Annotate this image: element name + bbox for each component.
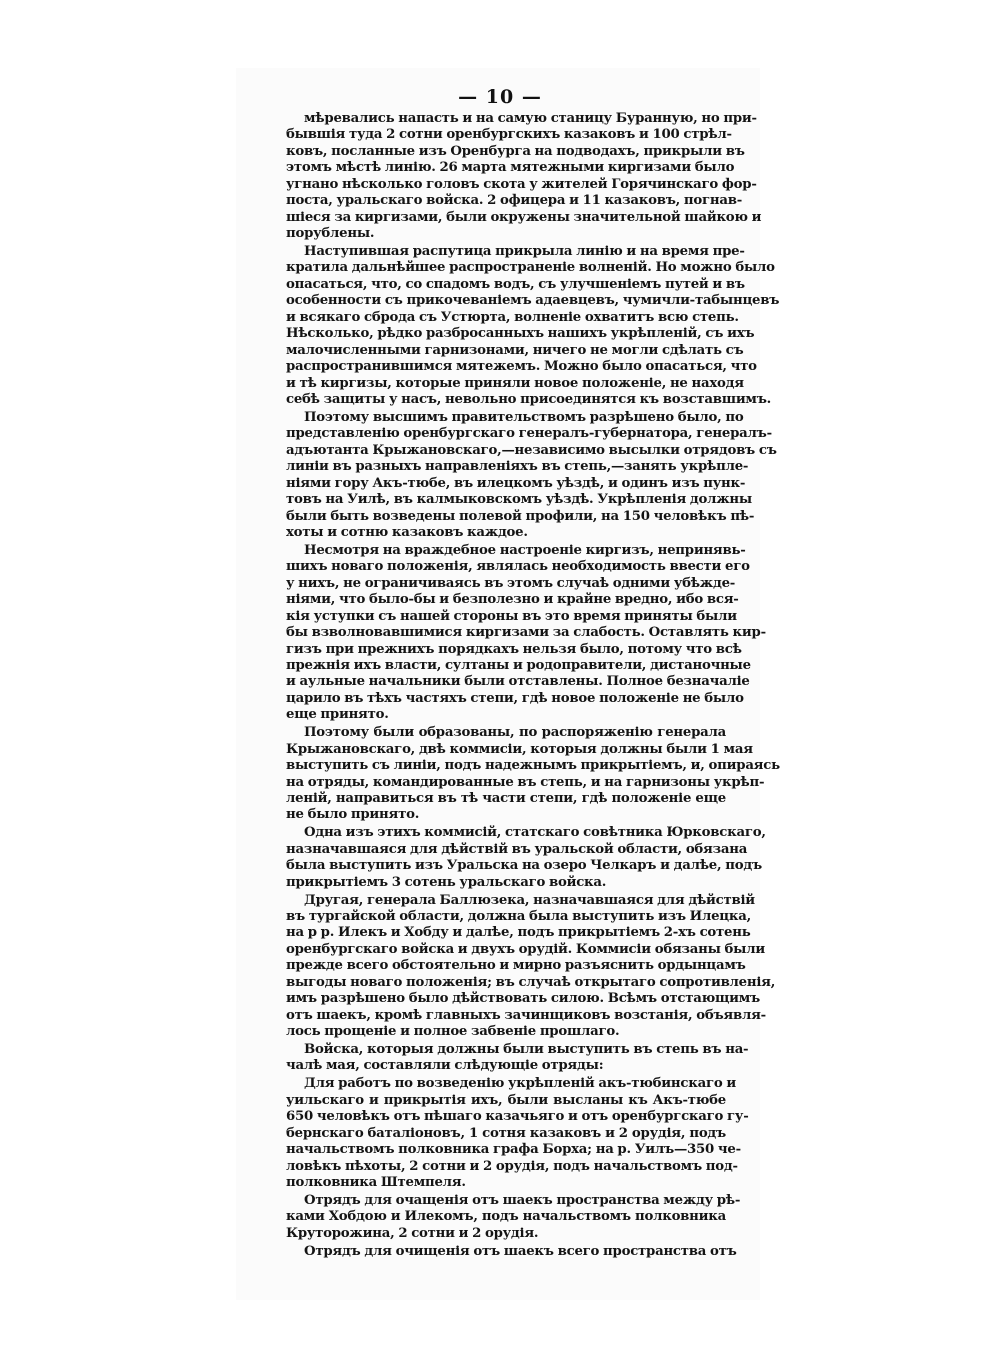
text-line: кія уступки съ нашей стороны въ это время приняты были [286, 608, 737, 624]
text-line: поста, уральскаго войска. 2 офицера и 11 казаковъ, погнав- [286, 193, 743, 209]
text-line: ніями гору Акъ-тюбе, въ илецкомъ уѣздѣ, и одинъ изъ пунк- [286, 475, 746, 491]
paragraph [286, 1042, 749, 1075]
text-line: и всякаго сброда съ Устюрта, волненіе охватитъ всю степь. [286, 309, 739, 325]
text-line: у нихъ, не ограничиваясь въ этомъ случаѣ одними убѣжде- [286, 575, 736, 591]
text-line: Другая, генерала Баллюзека, назначавшаяся для дѣйствій [304, 892, 755, 908]
text-line: назначавшаяся для дѣйствій въ уральской области, обязана [286, 841, 748, 857]
text-line: ками Хобдою и Илекомъ, подъ начальствомъ полковника [286, 1209, 726, 1225]
text-line: выступить съ линіи, подъ надежнымъ прикрытіемъ, и, опираясь [286, 758, 780, 774]
text-line: ніями, что было-бы и безполезно и крайне вредно, ибо вся- [286, 592, 739, 608]
text-line: этомъ мѣстѣ линію. 26 марта мятежными киргизами было [286, 160, 735, 176]
text-line: Поэтому были образованы, по распоряженію генерала [304, 725, 726, 741]
text-line: Нѣсколько, рѣдко разбросанныхъ нашихъ укрѣпленій, съ ихъ [286, 326, 755, 342]
text-line: чалѣ мая, составляли слѣдующіе отряды: [286, 1058, 604, 1074]
text-line: Отрядъ для очащенія отъ шаекъ пространства между рѣ- [304, 1192, 741, 1208]
text-line: лось прощеніе и полное забвеніе прошлаго. [286, 1024, 620, 1040]
text-line: еще принято. [286, 707, 389, 723]
text-line: порублены. [286, 226, 375, 242]
text-line: Поэтому высшимъ правительствомъ разрѣшено было, по [304, 409, 744, 425]
text-line: прикрытіемъ 3 сотень уральскаго войска. [286, 874, 607, 890]
text-line: товъ на Уилѣ, въ калмыковскомъ уѣздѣ. Укрѣпленія должны [286, 492, 752, 508]
text-line: на отряды, командированные въ степь, и на гарнизоны укрѣп- [286, 774, 765, 790]
text-line: шихъ новаго положенія, являлась необходимость ввести его [286, 559, 750, 575]
text-line: не было принято. [286, 807, 420, 823]
text-line: Для работъ по возведенію укрѣпленій акъ-тюбинскаго и [304, 1076, 736, 1092]
paragraph [286, 409, 777, 542]
text-line: мѣревались напасть и на самую станицу Буранную, но при- [304, 111, 757, 126]
text-line: адъютанта Крыжановскаго,—независимо высылки отрядовъ съ [286, 442, 777, 458]
text-line: царило въ тѣхъ частяхъ степи, гдѣ новое положеніе не было [286, 690, 744, 706]
text-line: оренбургскаго войска и двухъ орудій. Коммисіи обязаны были [286, 941, 765, 957]
text-line: на р р. Илекъ и Хобду и далѣе, подъ прикрытіемъ 2-хъ сотень [286, 925, 751, 941]
paragraph [286, 825, 766, 891]
text-line: бернскаго баталіоновъ, 1 сотня казаковъ и 2 орудія, подъ [286, 1125, 726, 1141]
text-line: шіеся за киргизами, были окружены значительной шайкою и [286, 209, 762, 225]
paragraph [286, 725, 780, 824]
text-line: ловѣкъ пѣхоты, 2 сотни и 2 орудія, подъ начальствомъ под- [286, 1158, 738, 1174]
text-line: угнано нѣсколько головъ скота у жителей Горячинскаго фор- [286, 176, 757, 192]
text-line: гизъ при прежнихъ порядкахъ нельзя было, потому что всѣ [286, 641, 742, 657]
text-line: въ тургайской области, должна была выступить изъ Илецка, [286, 909, 751, 924]
text-line: и аульные начальники были отставлены. Полное безначаліе [286, 674, 750, 690]
text-line: 650 человѣкъ отъ пѣшаго казачьяго и отъ оренбургскаго гу- [286, 1109, 749, 1125]
text-line: были быть возведены полевой профили, на 150 человѣкъ пѣ- [286, 508, 755, 524]
text-line: представленію оренбургскаго генералъ-губернатора, генералъ- [286, 426, 772, 442]
text-line: Одна изъ этихъ коммисій, статскаго совѣтника Юрковскаго, [304, 825, 766, 841]
page-number: — 10 — [458, 86, 542, 108]
text-line: уильскаго и прикрытія ихъ, были высланы къ Акъ-тюбе [286, 1092, 726, 1108]
paragraph [286, 1192, 741, 1242]
text-line: имъ разрѣшено было дѣйствовать силою. Всѣмъ отстающимъ [286, 991, 760, 1007]
text-line: леній, направиться въ тѣ части степи, гдѣ положеніе еще [286, 790, 726, 806]
text-line: полковника Штемпеля. [286, 1175, 466, 1190]
text-line: Несмотря на враждебное настроеніе киргизъ, непринявь- [304, 542, 746, 558]
text-line: прежде всего обстоятельно и мирно разъяснить ордынцамъ [286, 958, 746, 974]
text-line: хоты и сотню казаковъ каждое. [286, 524, 528, 540]
text-line: себѣ защиты у насъ, невольно присоединятся къ возставшимъ. [286, 391, 772, 407]
text-line: бы взволновавшимися киргизами за слабость. Оставлять кир- [286, 625, 766, 641]
text-line: линіи въ разныхъ направленіяхъ въ степь,—занять укрѣпле- [286, 459, 749, 475]
text-line: Наступившая распутица прикрыла линію и на время пре- [304, 244, 745, 259]
text-line: была выступить изъ Уральска на озеро Челкаръ и далѣе, подъ [286, 858, 762, 874]
text-line: Крыжановскаго, двѣ коммисіи, которыя должны были 1 мая [286, 741, 753, 757]
paragraph [286, 244, 780, 408]
text-line: бывшія туда 2 сотни оренбургскихъ казаковъ и 100 стрѣл- [286, 127, 732, 143]
text-line: прежнія ихъ власти, султаны и родоправители, дистаночные [286, 657, 751, 673]
text-line: Войска, которыя должны были выступить въ степь въ на- [304, 1042, 749, 1057]
paragraph [286, 892, 776, 1041]
text-line: кратила дальнѣйшее распространеніе волненій. Но можно было [286, 260, 775, 276]
text-line: отъ шаекъ, кромѣ главныхъ зачинщиковъ возстанія, объявля- [286, 1007, 766, 1023]
page-body-text [286, 111, 780, 1262]
paragraph [286, 1243, 737, 1260]
text-line: распространившимся мятежемъ. Можно было опасаться, что [286, 359, 757, 375]
paragraph [286, 111, 762, 243]
text-line: особенности съ прикочеваніемъ адаевцевъ, чумичли-табынцевъ [286, 293, 780, 309]
paragraph [286, 1076, 749, 1191]
text-line: выгоды новаго положенія; въ случаѣ открытаго сопротивленія, [286, 974, 776, 990]
text-line: Круторожина, 2 сотни и 2 орудія. [286, 1225, 539, 1241]
text-line: ковъ, посланные изъ Оренбурга на подводахъ, прикрыли въ [286, 143, 745, 159]
text-line: опасаться, что, со спадомъ водъ, съ улучшеніемъ путей и въ [286, 276, 745, 292]
text-line: и тѣ киргизы, которые приняли новое положеніе, не находя [286, 375, 744, 391]
text-line: малочисленными гарнизонами, ничего не могли сдѣлать съ [286, 342, 744, 358]
paragraph [286, 542, 766, 724]
text-line: Отрядъ для очищенія отъ шаекъ всего пространства отъ [304, 1243, 737, 1259]
text-line: начальствомъ полковника графа Борха; на р. Уилъ—350 че- [286, 1142, 741, 1158]
